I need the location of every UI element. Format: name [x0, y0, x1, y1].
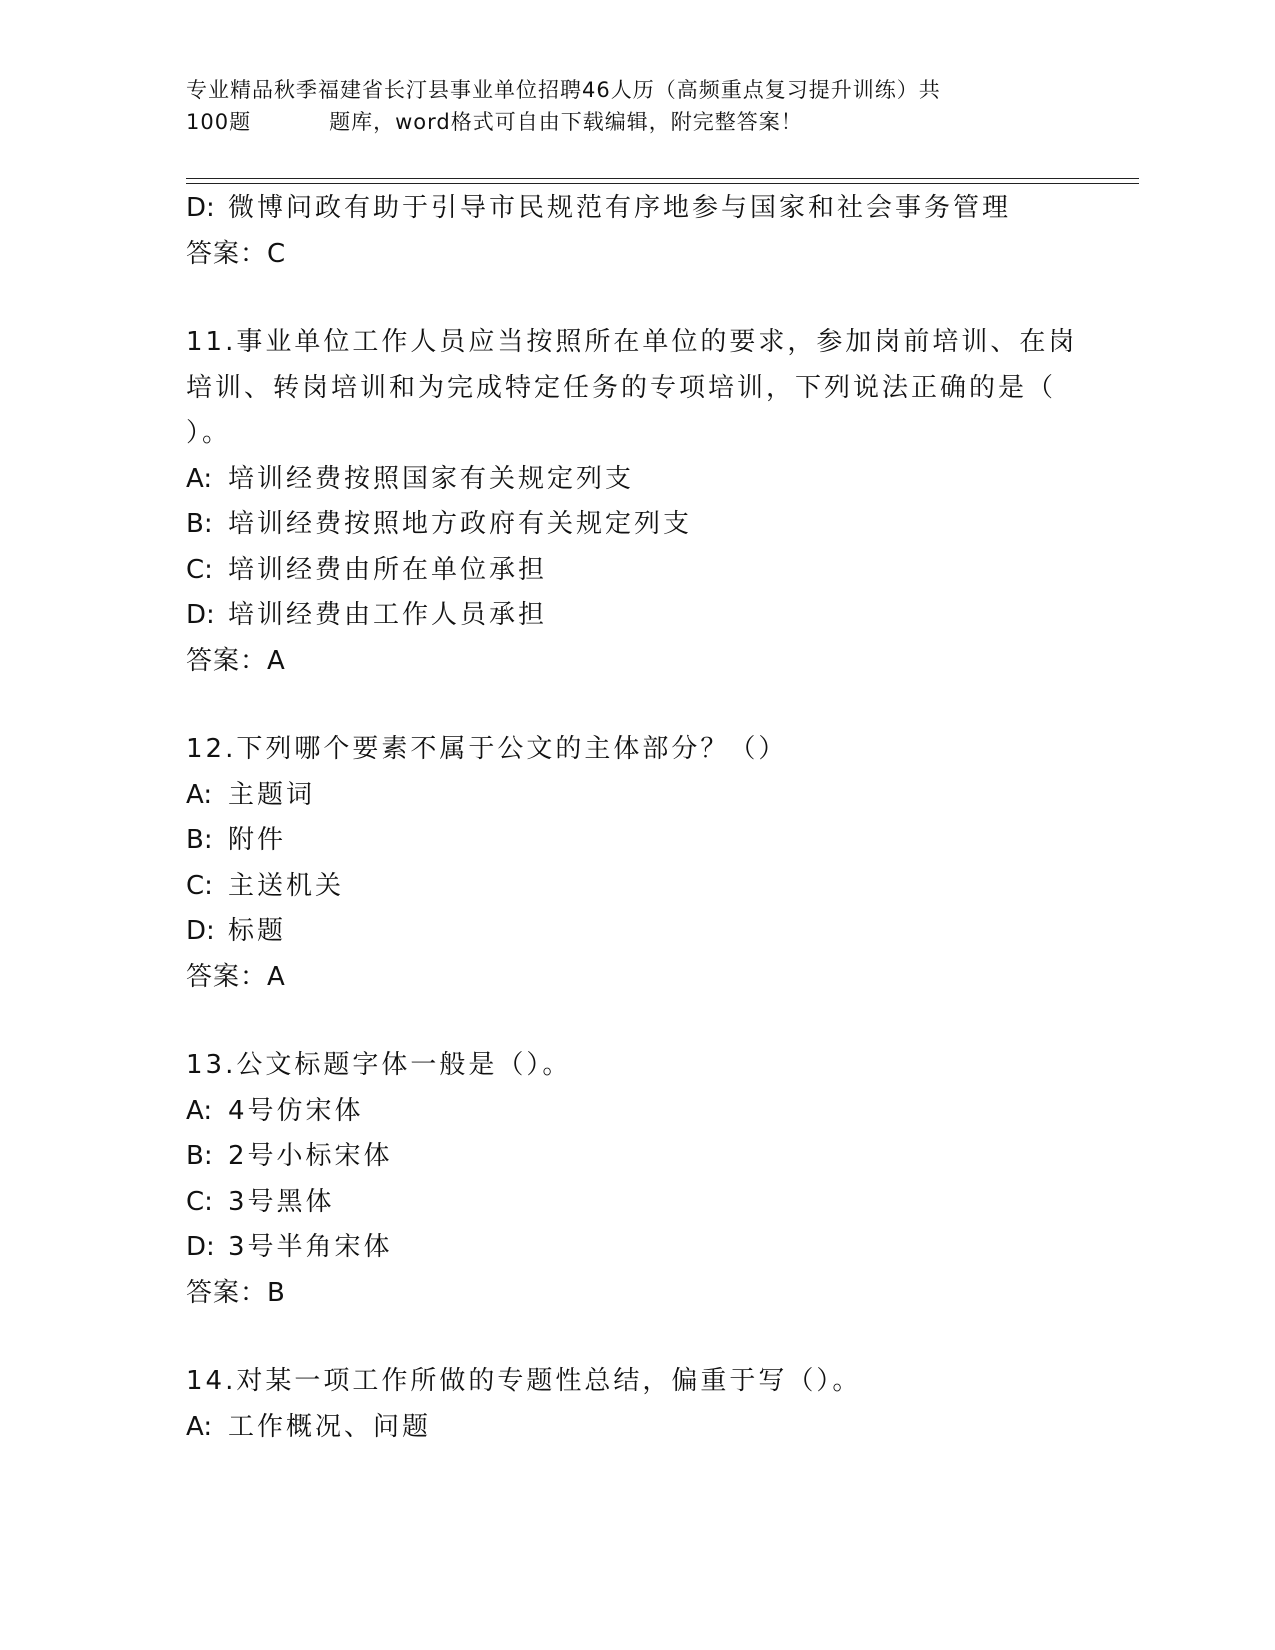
answer: 答案：C — [186, 238, 287, 269]
question-stem: 12.下列哪个要素不属于公文的主体部分？（） — [186, 734, 788, 764]
document-header — [186, 74, 1086, 138]
option-a: A: 培训经费按照国家有关规定列支 — [186, 463, 635, 494]
question-14 — [186, 1359, 1086, 1450]
option-b: B: 2号小标宋体 — [186, 1141, 393, 1171]
header-title-line2 — [186, 106, 1086, 138]
question-13 — [186, 1043, 1086, 1316]
question-11 — [186, 320, 1086, 684]
option-c: C: 主送机关 — [186, 870, 345, 901]
option-d: D: 标题 — [186, 916, 287, 946]
question-stem: ）。 — [186, 418, 232, 448]
header-divider-bottom — [186, 183, 1139, 184]
question-stem: 13.公文标题字体一般是（）。 — [186, 1050, 572, 1080]
option-b: B: 附件 — [186, 825, 287, 855]
header-title-line1: 专业精品秋季福建省长汀县事业单位招聘46人历（高频重点复习提升训练）共 — [186, 78, 941, 102]
option-a: A: 工作概况、问题 — [186, 1411, 432, 1442]
question-stem: 14.对某一项工作所做的专题性总结，偏重于写（）。 — [186, 1366, 862, 1396]
option-d: D: 培训经费由工作人员承担 — [186, 600, 548, 630]
header-description: 题库，word格式可自由下载编辑，附完整答案！ — [329, 110, 803, 134]
answer: 答案：A — [186, 645, 286, 676]
option-c: C: 培训经费由所在单位承担 — [186, 554, 548, 585]
option-a: A: 4号仿宋体 — [186, 1095, 364, 1126]
question-12 — [186, 727, 1086, 1000]
option-a: A: 主题词 — [186, 779, 316, 810]
option-d: D: 3号半角宋体 — [186, 1232, 393, 1262]
header-divider-top — [186, 178, 1139, 179]
header-question-count: 100题 — [186, 110, 252, 134]
option-b: B: 培训经费按照地方政府有关规定列支 — [186, 509, 693, 539]
question-stem: 11.事业单位工作人员应当按照所在单位的要求，参加岗前培训、在岗 — [186, 327, 1078, 357]
document-body — [186, 186, 1086, 1450]
option-c: C: 3号黑体 — [186, 1186, 335, 1217]
option-d: D: 微博问政有助于引导市民规范有序地参与国家和社会事务管理 — [186, 193, 1012, 223]
answer: 答案：B — [186, 1277, 286, 1308]
question-stem: 培训、转岗培训和为完成特定任务的专项培训，下列说法正确的是（ — [186, 372, 1057, 403]
answer: 答案：A — [186, 961, 286, 992]
